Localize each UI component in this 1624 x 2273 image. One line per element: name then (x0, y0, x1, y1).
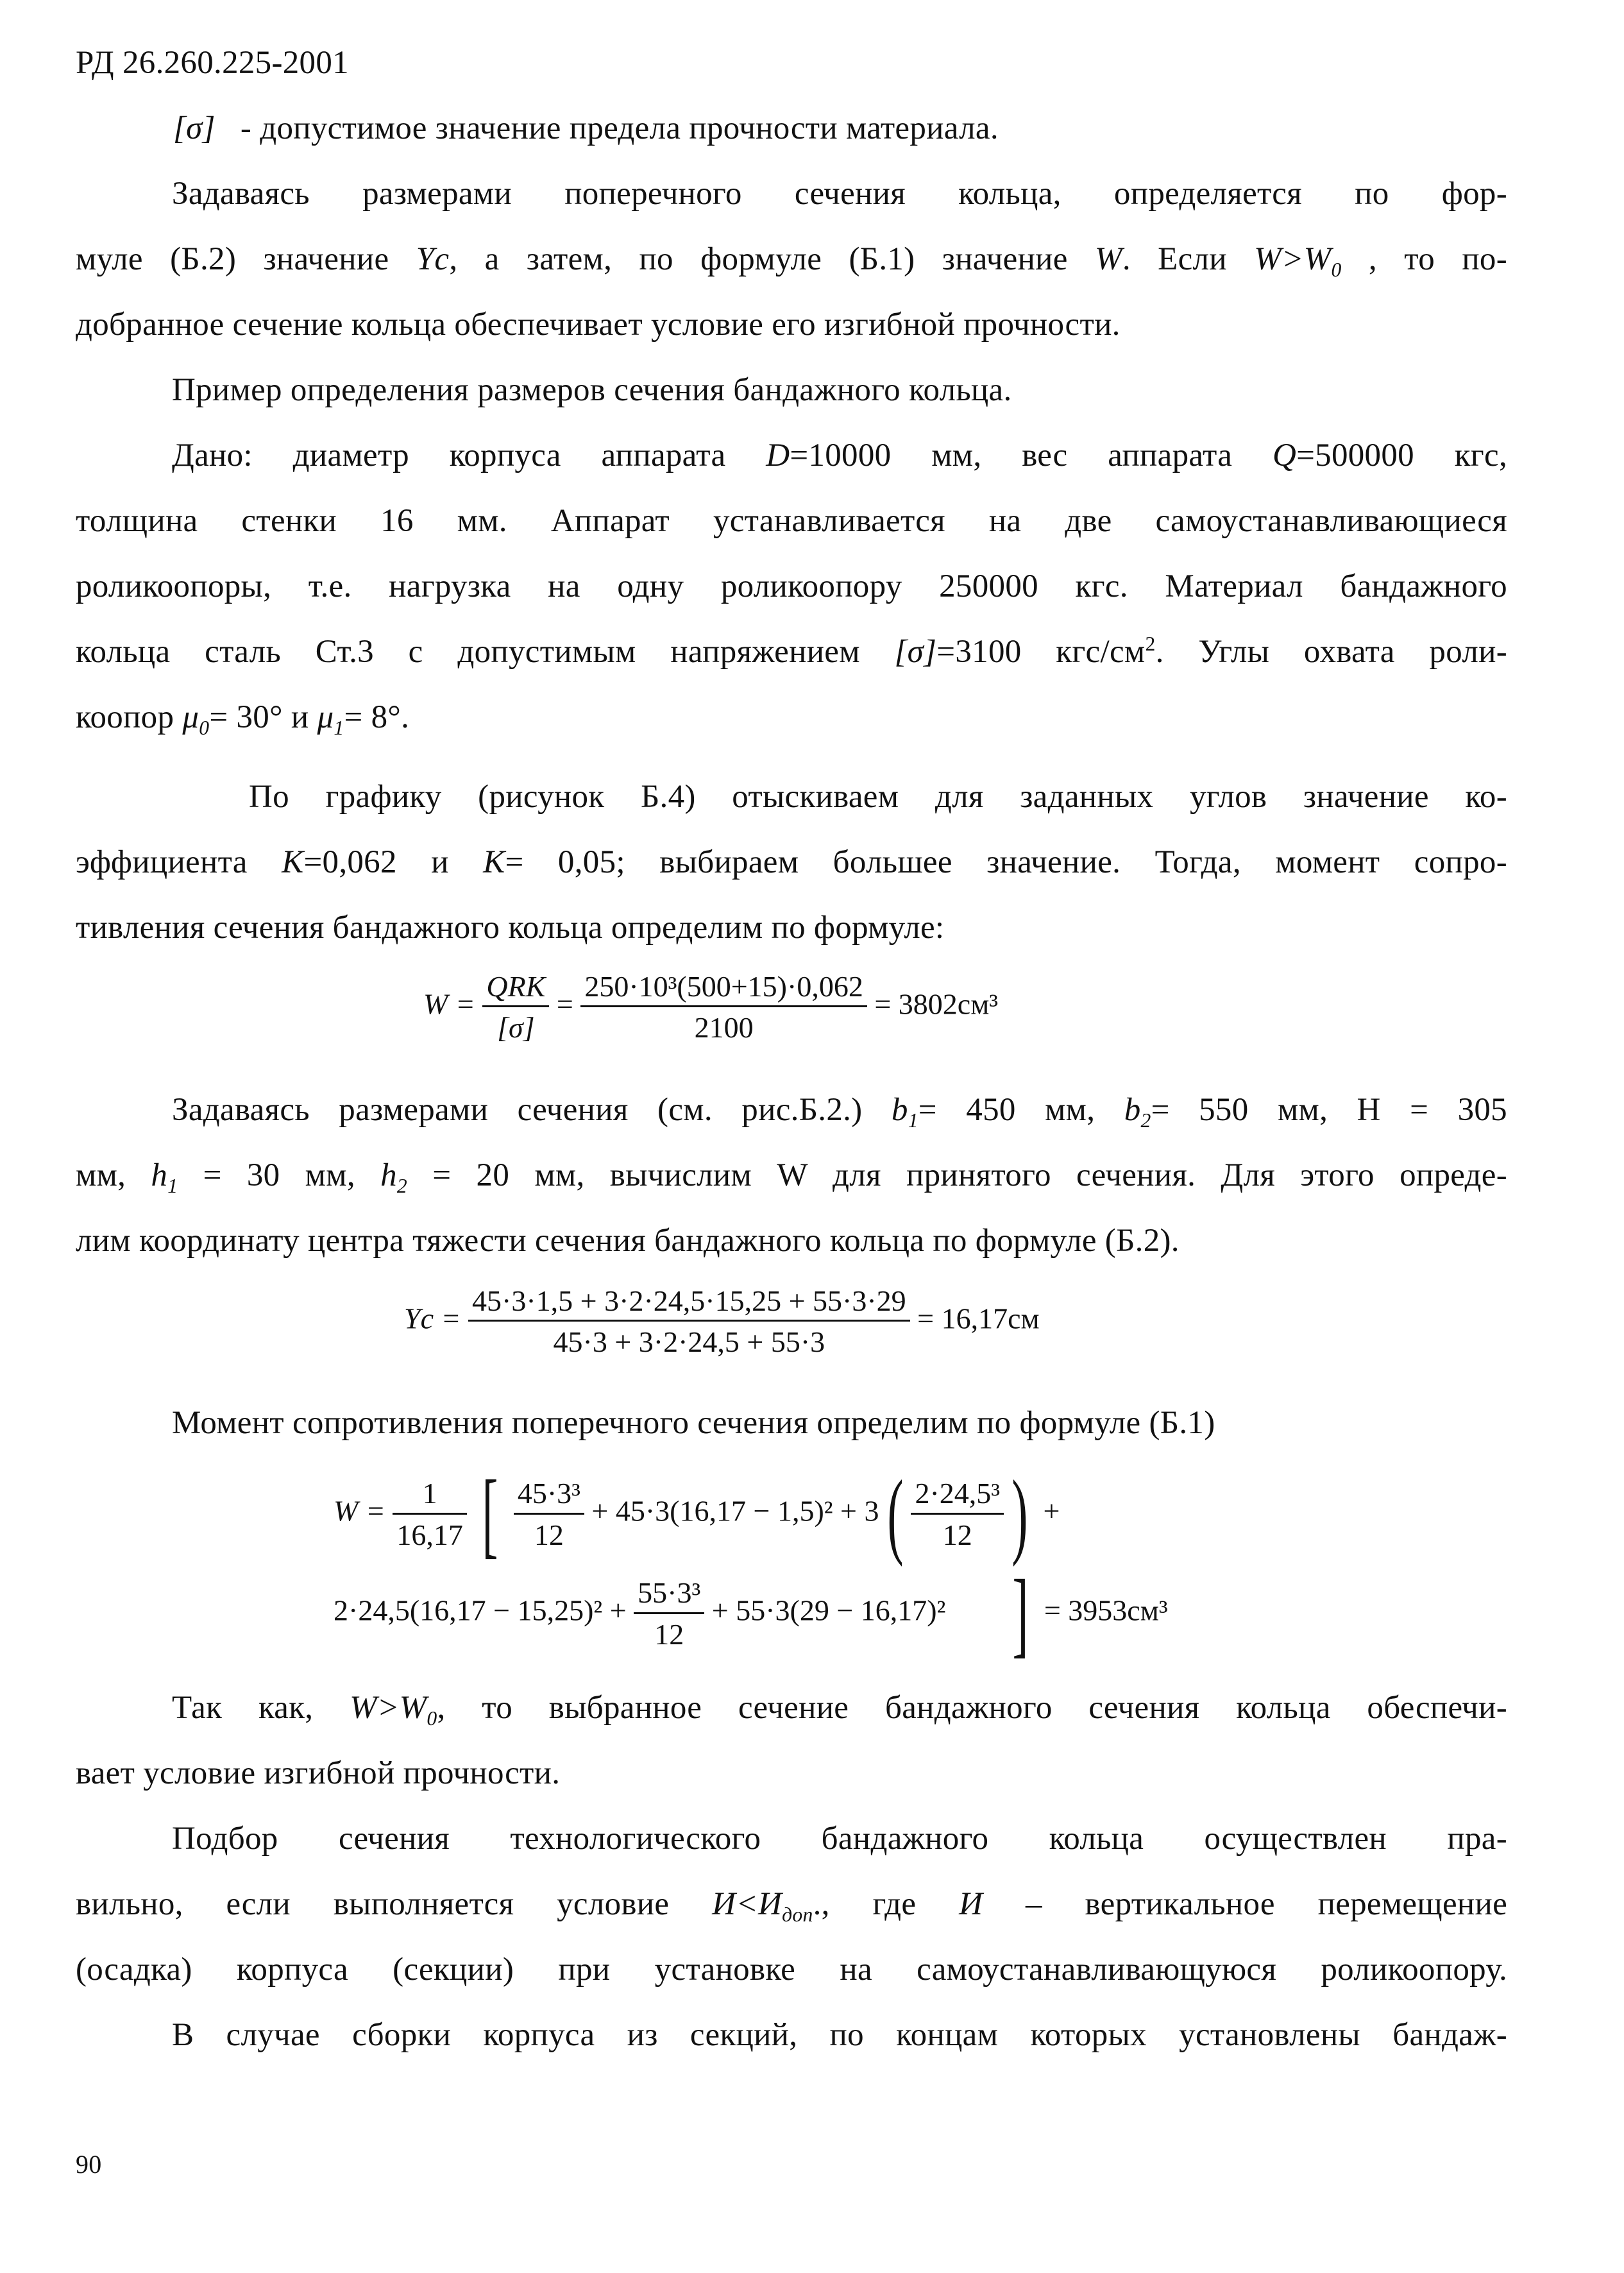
italic-symbol: D (766, 438, 790, 473)
fraction-denominator: 12 (942, 1518, 972, 1551)
paragraph-3-line-5 (76, 698, 410, 740)
formula-w-expanded-line-2 (334, 1560, 1168, 1667)
paragraph-2: Пример определения размеров сечения бандажного кольца. (172, 372, 1012, 408)
paragraph-6: Момент сопротивления поперечного сечения определим по формуле (Б.1) (172, 1405, 1215, 1441)
equals-sign: = (556, 987, 573, 1021)
text-run: мм, (76, 1157, 151, 1193)
plus-sign: + (1043, 1494, 1060, 1528)
italic-symbol: h (151, 1157, 168, 1193)
text-run: =0,062 и (303, 844, 484, 880)
sigma-definition-text: - допустимое значение предела прочности материала. (240, 110, 999, 146)
paragraph-8-line-3: (осадка) корпуса (секции) при установке на самоустанавливающуюся роликоопору. (76, 1952, 1507, 1988)
formula-lhs: Yc = (404, 1302, 461, 1335)
formula-yc (404, 1283, 1040, 1359)
subscript: доп (782, 1903, 813, 1927)
fraction-numerator: QRK (482, 969, 549, 1007)
text-run: кольца сталь Ст.3 с допустимым напряжением (76, 634, 895, 670)
paragraph-3-line-4 (76, 633, 1507, 672)
text-run: = 450 мм, (918, 1092, 1124, 1128)
formula-term: 2·24,5(16,17 − 15,25)² + (334, 1594, 627, 1627)
fraction (911, 1476, 1004, 1552)
paragraph-3-line-3: роликоопоры, т.е. нагрузка на одну роликоопору 250000 кгс. Материал бандажного (76, 568, 1507, 604)
text-run: Дано: диаметр корпуса аппарата (172, 438, 766, 473)
italic-symbol: И (959, 1886, 983, 1922)
paragraph-5-line-2 (76, 1156, 1507, 1198)
italic-symbol: Yc (416, 241, 450, 277)
fraction-denominator: 2100 (694, 1011, 754, 1044)
subscript: 2 (396, 1175, 408, 1198)
fraction-denominator: [σ] (497, 1011, 535, 1044)
subscript: 0 (427, 1707, 437, 1730)
paragraph-1-line-3: добранное сечение кольца обеспечивает условие его изгибной прочности. (76, 307, 1121, 343)
text-run: , то по- (1341, 241, 1507, 277)
text-run: =3100 кгс/см (936, 634, 1146, 670)
paragraph-1-line-1: Задаваясь размерами поперечного сечения кольца, определяется по фор- (172, 176, 1507, 212)
document-code: РД 26.260.225-2001 (76, 45, 349, 81)
paragraph-8-line-2 (76, 1885, 1508, 1927)
formula-w-expanded-line-1 (334, 1461, 1060, 1567)
text-run: =10000 мм, вес аппарата (790, 438, 1273, 473)
italic-symbol: W>W (1254, 241, 1332, 277)
text-run: , а затем, по формуле (Б.1) значение (449, 241, 1095, 277)
fraction-numerator: 45·3³ (514, 1476, 584, 1514)
text-run: , то выбранное сечение бандажного сечения кольца обеспечи- (437, 1690, 1507, 1726)
paragraph-1-line-2 (76, 240, 1507, 282)
paragraph-5-line-1 (172, 1091, 1507, 1130)
paragraph-4-line-3: тивления сечения бандажного кольца определим по формуле: (76, 910, 945, 946)
paragraph-9-line-1: В случае сборки корпуса из секций, по концам которых установлены бандаж- (172, 2017, 1507, 2053)
italic-symbol: b (891, 1092, 908, 1128)
fraction-denominator: 12 (534, 1518, 564, 1551)
subscript: 1 (167, 1175, 178, 1198)
superscript: 2 (1145, 633, 1156, 655)
text-run: = 30 мм, (178, 1157, 381, 1193)
subscript: 0 (1331, 259, 1342, 282)
paragraph-5-line-3: лим координату центра тяжести сечения бандажного кольца по формуле (Б.2). (76, 1223, 1180, 1259)
fraction-numerator: 1 (393, 1476, 467, 1514)
fraction (393, 1476, 467, 1552)
left-bracket: [ (482, 1461, 498, 1567)
text-run: Задаваясь размерами сечения (см. рис.Б.2.) (172, 1092, 892, 1128)
fraction-numerator: 55·3³ (634, 1575, 704, 1613)
fraction-denominator: 45·3 + 3·2·24,5 + 55·3 (553, 1325, 825, 1359)
italic-symbol: [σ] (894, 634, 937, 670)
italic-symbol: K (483, 844, 505, 880)
italic-symbol: Q (1272, 438, 1297, 473)
paragraph-7-line-2: вает условие изгибной прочности. (76, 1755, 561, 1791)
text-run: – вертикальное перемещение (983, 1886, 1508, 1922)
page-number: 90 (76, 2150, 102, 2179)
italic-symbol: И<И (712, 1886, 782, 1922)
paragraph-3-line-1 (172, 436, 1507, 475)
text-run: коопор (76, 699, 183, 735)
fraction (514, 1476, 584, 1552)
italic-symbol: W>W (350, 1690, 427, 1726)
paragraph-4-line-1: По графику (рисунок Б.4) отыскиваем для заданных углов значение ко- (249, 779, 1507, 815)
subscript: 1 (334, 717, 344, 740)
fraction-numerator: 45·3·1,5 + 3·2·24,5·15,25 + 55·3·29 (468, 1283, 910, 1322)
subscript: 0 (199, 717, 210, 740)
text-run: = 20 мм, вычислим W для принятого сечения. Для этого опреде- (407, 1157, 1507, 1193)
text-run: муле (Б.2) значение (76, 241, 416, 277)
fraction (580, 969, 867, 1045)
italic-symbol: K (282, 844, 304, 880)
right-bracket: ] (1012, 1560, 1029, 1667)
fraction-numerator: 2·24,5³ (911, 1476, 1004, 1514)
italic-symbol: h (380, 1157, 397, 1193)
fraction (634, 1575, 704, 1651)
text-run: = 8°. (344, 699, 410, 735)
subscript: 2 (1140, 1109, 1151, 1132)
paragraph-3-line-2: толщина стенки 16 мм. Аппарат устанавливается на две самоустанавливающиеся (76, 503, 1507, 539)
italic-symbol: μ (182, 699, 199, 735)
text-run: . Углы охвата роли- (1155, 634, 1507, 670)
formula-term: + 45·3(16,17 − 1,5)² + 3 (591, 1494, 879, 1528)
text-run: Так как, (172, 1690, 350, 1726)
text-run: = 0,05; выбираем большее значение. Тогда, момент сопро- (505, 844, 1507, 880)
formula-lhs: W = (334, 1494, 385, 1528)
formula-term: + 55·3(29 − 16,17)² (711, 1594, 946, 1627)
fraction-denominator: 16,17 (396, 1518, 463, 1551)
left-paren: ( (886, 1461, 903, 1567)
right-paren: ) (1011, 1461, 1028, 1567)
fraction (482, 969, 549, 1045)
subscript: 1 (908, 1109, 918, 1132)
text-run: = 30° и (209, 699, 317, 735)
formula-result: = 3802см³ (874, 987, 999, 1021)
italic-symbol: μ (317, 699, 334, 735)
fraction (468, 1283, 910, 1359)
formula-result: = 16,17см (917, 1302, 1040, 1335)
paragraph-8-line-1: Подбор сечения технологического бандажного кольца осуществлен пра- (172, 1821, 1507, 1857)
sigma-definition (173, 109, 999, 148)
italic-symbol: b (1124, 1092, 1141, 1128)
text-run: вильно, если выполняется условие (76, 1886, 713, 1922)
text-run: ., где (813, 1886, 960, 1922)
sigma-symbol: [σ] (173, 110, 216, 146)
fraction-numerator: 250·10³(500+15)·0,062 (580, 969, 867, 1007)
fraction-denominator: 12 (654, 1617, 684, 1651)
text-run: =500000 кгс, (1296, 438, 1508, 473)
text-run: = 550 мм, Н = 305 (1151, 1092, 1507, 1128)
text-run: . Если (1122, 241, 1255, 277)
formula-w-ratio (423, 969, 998, 1045)
formula-result: = 3953см³ (1044, 1594, 1168, 1627)
paragraph-7-line-1 (172, 1689, 1507, 1728)
formula-lhs: W = (423, 987, 475, 1021)
text-run: эффициента (76, 844, 282, 880)
paragraph-4-line-2 (76, 843, 1507, 882)
italic-symbol: W (1095, 241, 1122, 277)
